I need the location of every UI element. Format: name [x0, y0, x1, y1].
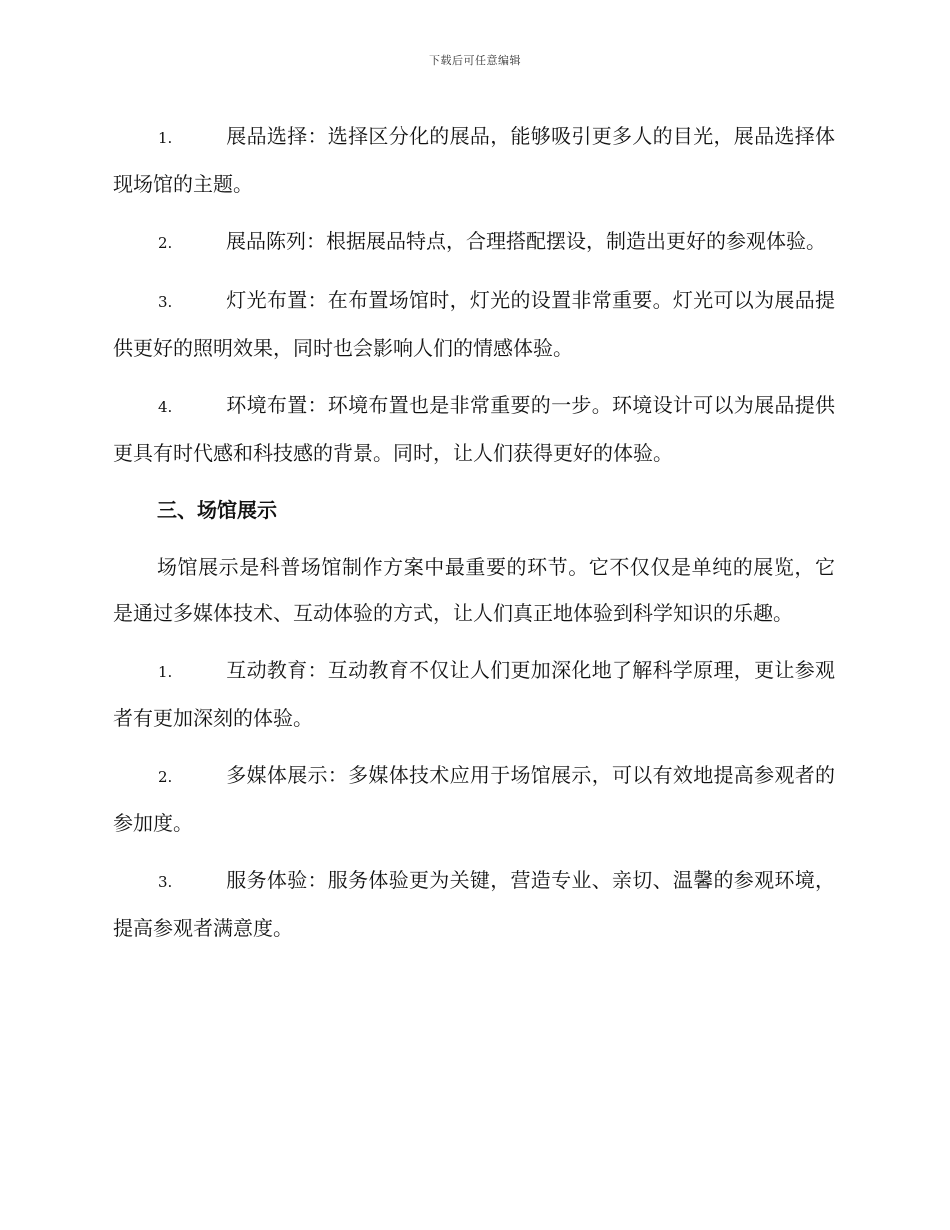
list-item [113, 218, 835, 266]
section-intro: 场馆展示是科普场馆制作方案中最重要的环节。它不仅仅是单纯的展览，它是通过多媒体技术、互动体验的方式，让人们真正地体验到科学知识的乐趣。 [113, 555, 835, 625]
document-body [113, 113, 835, 962]
list-item [113, 113, 835, 207]
list-item-text: 环境布置：环境布置也是非常重要的一步。环境设计可以为展品提供更具有时代感和科技感的背景。同时，让人们获得更好的体验。 [113, 393, 835, 465]
list-number: 2. [158, 768, 173, 786]
list-number: 3. [158, 293, 173, 311]
list-number: 1. [158, 663, 173, 681]
list-number: 3. [158, 873, 173, 891]
list-number: 2. [158, 234, 173, 252]
list-item [113, 752, 835, 846]
page-header: 下载后可任意编辑 [429, 54, 521, 67]
list-number: 4. [158, 398, 173, 416]
section-heading: 三、场馆展示 [157, 498, 277, 522]
list-item-text: 服务体验：服务体验更为关键，营造专业、亲切、温馨的参观环境，提高参观者满意度。 [113, 868, 835, 940]
list-number: 1. [158, 129, 173, 147]
list-item-text: 展品陈列：根据展品特点，合理搭配摆设，制造出更好的参观体验。 [226, 229, 826, 253]
list-item [113, 277, 835, 371]
list-item [113, 857, 835, 951]
list-item [113, 647, 835, 741]
list-item-text: 灯光布置：在布置场馆时，灯光的设置非常重要。灯光可以为展品提供更好的照明效果，同时也会影响人们的情感体验。 [113, 288, 835, 360]
list-item [113, 382, 835, 476]
list-item-text: 展品选择：选择区分化的展品，能够吸引更多人的目光，展品选择体现场馆的主题。 [113, 124, 835, 196]
list-item-text: 互动教育：互动教育不仅让人们更加深化地了解科学原理，更让参观者有更加深刻的体验。 [113, 658, 835, 730]
list-item-text: 多媒体展示：多媒体技术应用于场馆展示，可以有效地提高参观者的参加度。 [113, 763, 835, 835]
